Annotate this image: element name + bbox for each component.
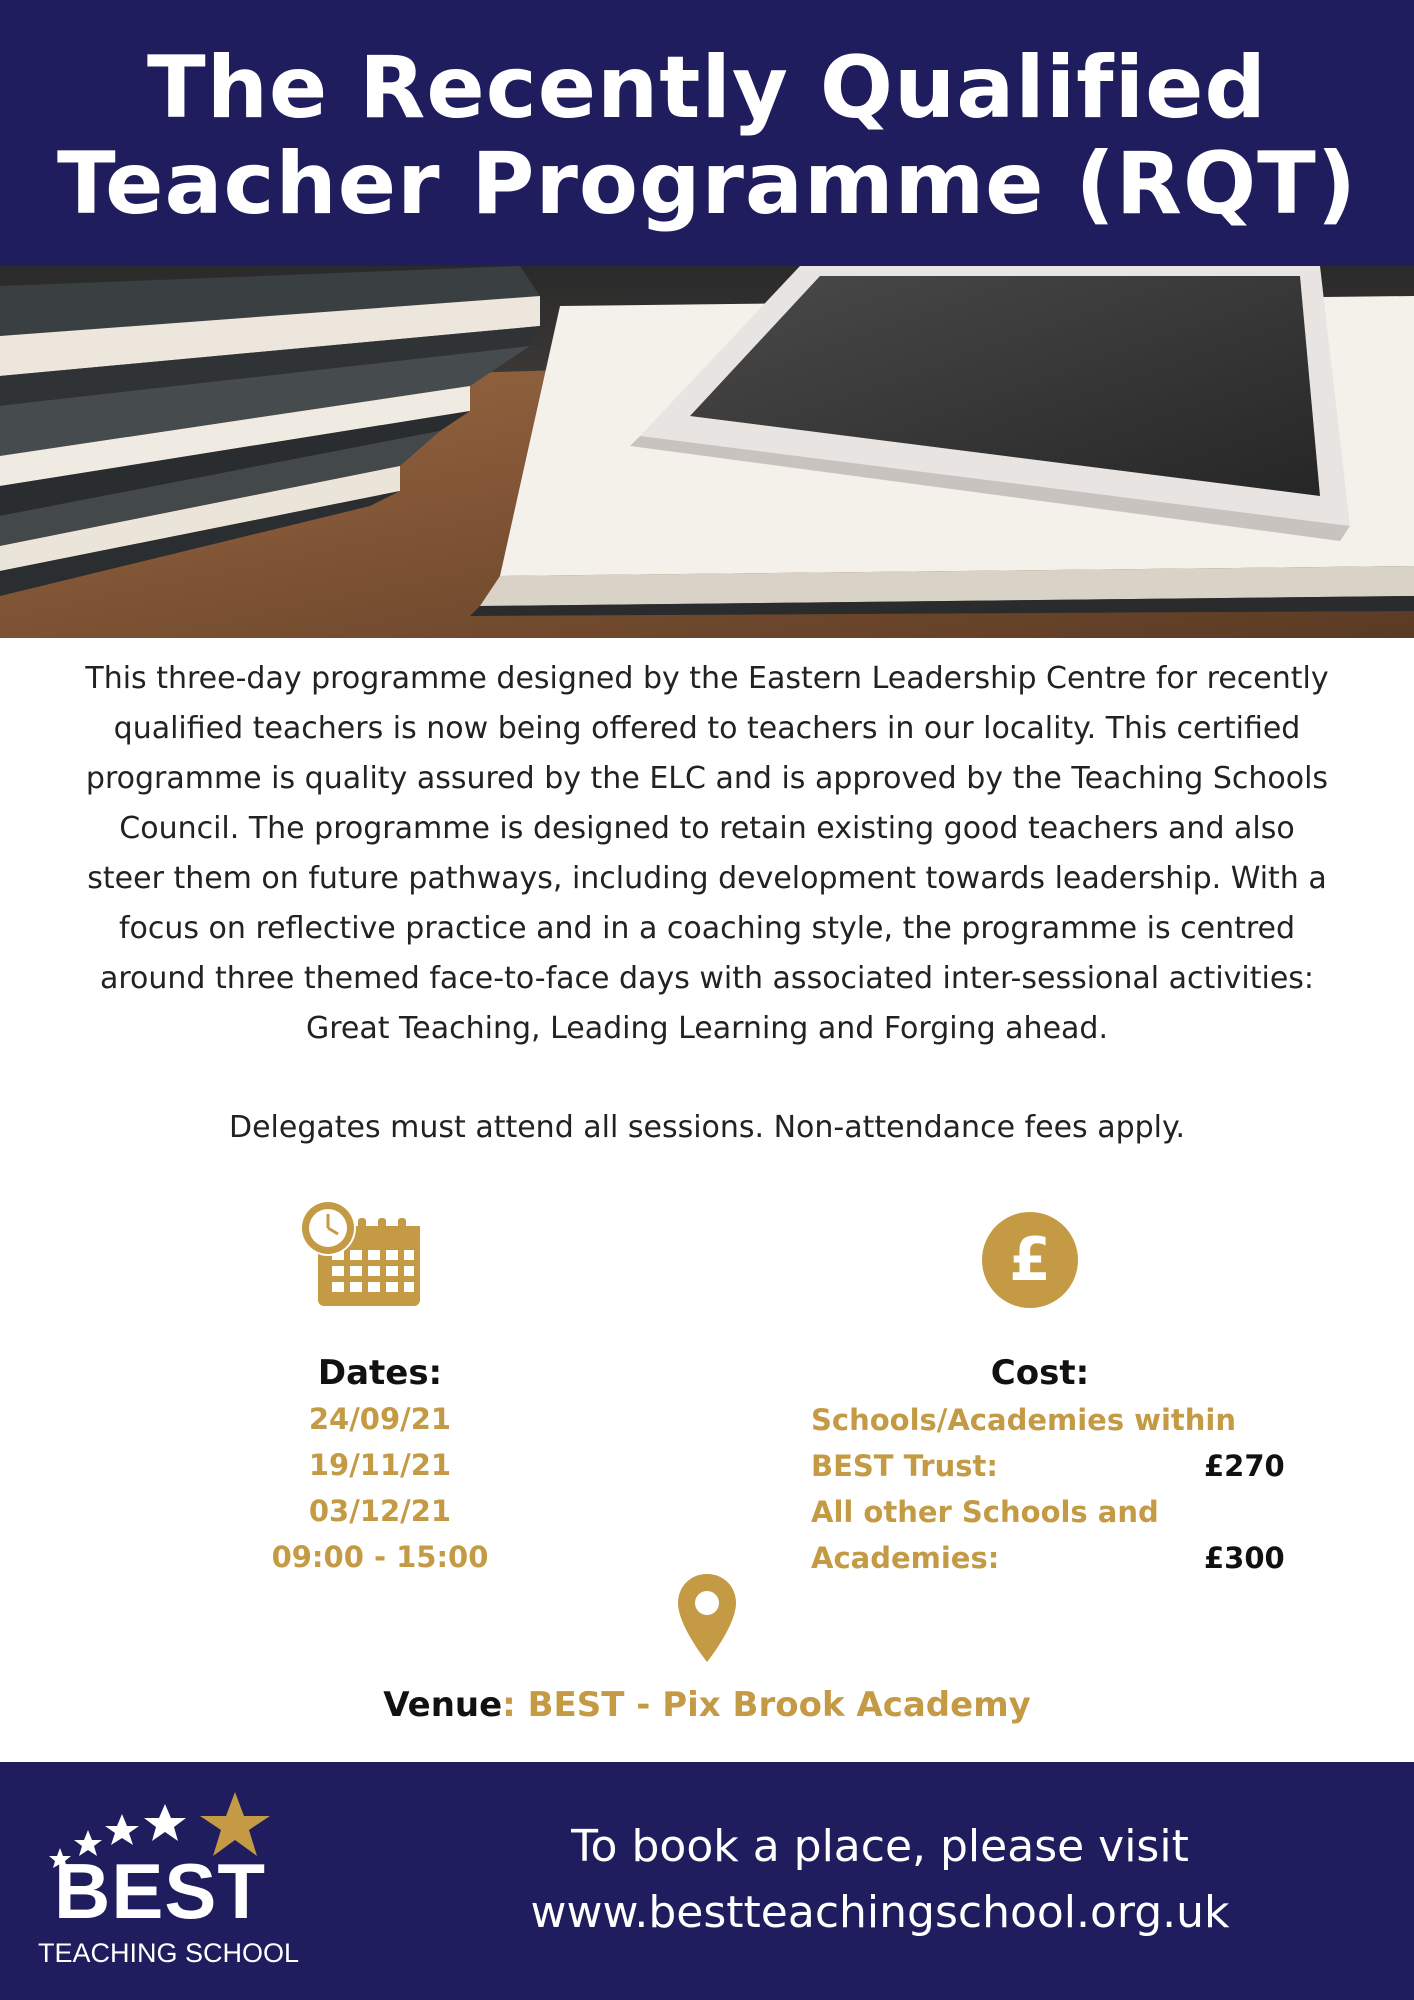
cost-label-line: BEST Trust: [811, 1449, 998, 1483]
logo-wordmark: BEST [54, 1847, 267, 1935]
logo-subtext: TEACHING SCHOOL [38, 1938, 300, 1968]
intro-line: This three-day programme designed by the Eastern Leadership Centre for recently [85, 661, 1329, 696]
venue-line [0, 1680, 1414, 1730]
cost-heading: Cost: [990, 1353, 1090, 1393]
intro-line: Great Teaching, Leading Learning and Forging ahead. [306, 1011, 1108, 1046]
intro-paragraph [40, 654, 1374, 1054]
attendance-notice: Delegates must attend all sessions. Non-attendance fees apply. [228, 1110, 1186, 1145]
title-line-1: The Recently Qualified [147, 38, 1267, 138]
date-item: 19/11/21 [308, 1448, 452, 1482]
intro-line: programme is quality assured by the ELC and is approved by the Teaching Schools [85, 761, 1329, 796]
cost-price: £270 [1204, 1449, 1285, 1483]
booking-info [380, 1814, 1380, 1946]
pound-icon [980, 1210, 1080, 1314]
intro-line: Council. The programme is designed to retain existing good teachers and also [119, 811, 1295, 846]
venue-value: : BEST - Pix Brook Academy [502, 1685, 1031, 1725]
dates-heading: Dates: [317, 1353, 443, 1393]
page-title [0, 0, 1414, 232]
header-banner [0, 0, 1414, 266]
dates-section [230, 1350, 530, 1580]
venue-label: Venue [383, 1685, 503, 1725]
intro-line: around three themed face-to-face days with associated inter-sessional activities: [99, 961, 1315, 996]
map-pin-icon [675, 1572, 739, 1668]
cost-label-line: Academies: [811, 1541, 1000, 1575]
intro-line: steer them on future pathways, including development towards leadership. With a [87, 861, 1327, 896]
svg-text:£: £ [1009, 1225, 1051, 1295]
date-item: 03/12/21 [308, 1494, 452, 1528]
session-time: 09:00 - 15:00 [271, 1540, 489, 1574]
date-item: 24/09/21 [308, 1402, 452, 1436]
cost-price: £300 [1204, 1541, 1285, 1575]
booking-prompt: To book a place, please visit [571, 1821, 1189, 1872]
intro-line: focus on reflective practice and in a coaching style, the programme is centred [118, 911, 1296, 946]
calendar-clock-icon [298, 1198, 424, 1312]
cost-label-line: All other Schools and [811, 1495, 1159, 1529]
intro-line: qualified teachers is now being offered to teachers in our locality. This certified [113, 711, 1301, 746]
cost-label-line: Schools/Academies within [811, 1403, 1237, 1437]
booking-url-link[interactable]: www.bestteachingschool.org.uk [530, 1887, 1230, 1938]
hero-photo [0, 266, 1414, 638]
title-line-2: Teacher Programme (RQT) [56, 134, 1358, 234]
